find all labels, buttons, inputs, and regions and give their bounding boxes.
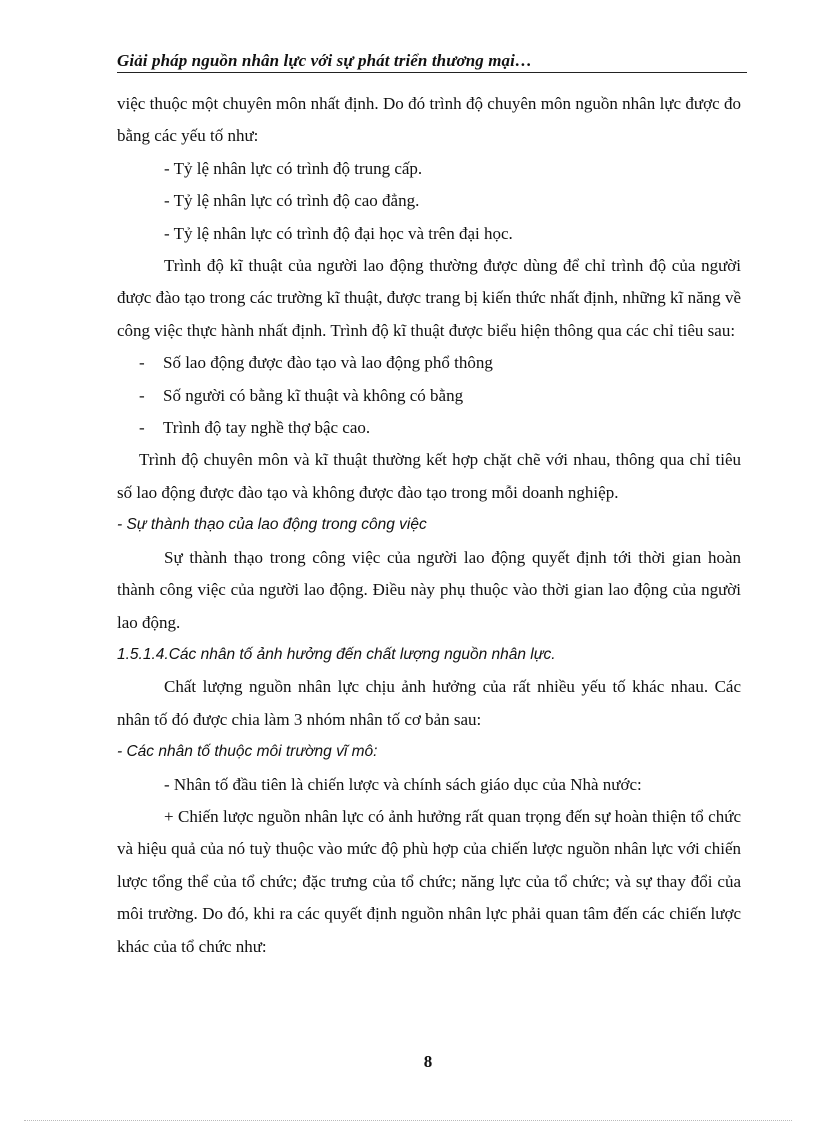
page-header — [117, 50, 747, 73]
bullet-item — [117, 347, 741, 379]
italic-subheading: - Các nhân tố thuộc môi trường vĩ mô: — [117, 743, 378, 761]
list-item: - Tỷ lệ nhân lực có trình độ đại học và trên đại học. — [164, 223, 513, 243]
paragraph: việc thuộc một chuyên môn nhất định. Do đó trình độ chuyên môn nguồn nhân lực được đo bằng các yếu tố như: — [117, 94, 741, 146]
bullet-item — [117, 380, 741, 412]
header-title: Giải pháp nguồn nhân lực với sự phát triển thương mại… — [117, 51, 533, 70]
bullet-mark: - — [139, 418, 145, 438]
paragraph: Sự thành thạo trong công việc của người lao động quyết định tới thời gian hoàn thành công việc của người lao động. Điều này phụ thuộc vào thời gian lao động của người lao động. — [117, 547, 741, 632]
page-number: 8 — [423, 1052, 433, 1071]
page-body — [117, 88, 741, 963]
section-heading: 1.5.1.4.Các nhân tố ảnh hưởng đến chất lượng nguồn nhân lực. — [117, 645, 556, 663]
paragraph: Trình độ chuyên môn và kĩ thuật thường kết hợp chặt chẽ với nhau, thông qua chỉ tiêu số lao động được đào tạo và không được đào tạo trong mỗi doanh nghiệp. — [117, 450, 741, 502]
bullet-text: Số người có bằng kĩ thuật và không có bằng — [163, 385, 464, 405]
italic-subheading: - Sự thành thạo của lao động trong công việc — [117, 516, 427, 534]
paragraph: Trình độ kĩ thuật của người lao động thường được dùng để chỉ trình độ của người được đào tạo trong các trường kĩ thuật, được trang bị kiến thức nhất định, những kĩ năng về công việc thực hành nhất định. Trình độ kĩ thuật được biểu hiện thông qua các chỉ tiêu sau: — [117, 256, 741, 340]
paragraph: - Nhân tố đầu tiên là chiến lược và chính sách giáo dục của Nhà nước: — [164, 774, 642, 794]
bullet-item — [117, 412, 741, 444]
bullet-text: Trình độ tay nghề thợ bậc cao. — [163, 418, 371, 438]
paragraph: Chất lượng nguồn nhân lực chịu ảnh hưởng của rất nhiều yếu tố khác nhau. Các nhân tố đó được chia làm 3 nhóm nhân tố cơ bản sau: — [117, 677, 741, 729]
paragraph: + Chiến lược nguồn nhân lực có ảnh hưởng rất quan trọng đến sự hoàn thiện tổ chức và hiệu quả của nó tuỳ thuộc vào mức độ phù hợp của chiến lược nguồn nhân lực với chiến lược tổng thể của tổ chức; đặc trưng của tổ chức; năng lực của tổ chức; và sự thay đổi của môi trường. Do đó, khi ra các quyết định nguồn nhân lực phải quan tâm đến các chiến lược khác của tổ chức như: — [117, 806, 741, 956]
bullet-text: Số lao động được đào tạo và lao động phổ thông — [163, 353, 493, 373]
list-item: - Tỷ lệ nhân lực có trình độ trung cấp. — [164, 158, 423, 178]
list-item: - Tỷ lệ nhân lực có trình độ cao đẳng. — [164, 191, 420, 211]
bullet-mark: - — [139, 353, 145, 373]
bullet-mark: - — [139, 385, 145, 405]
footer-divider — [24, 1120, 792, 1121]
